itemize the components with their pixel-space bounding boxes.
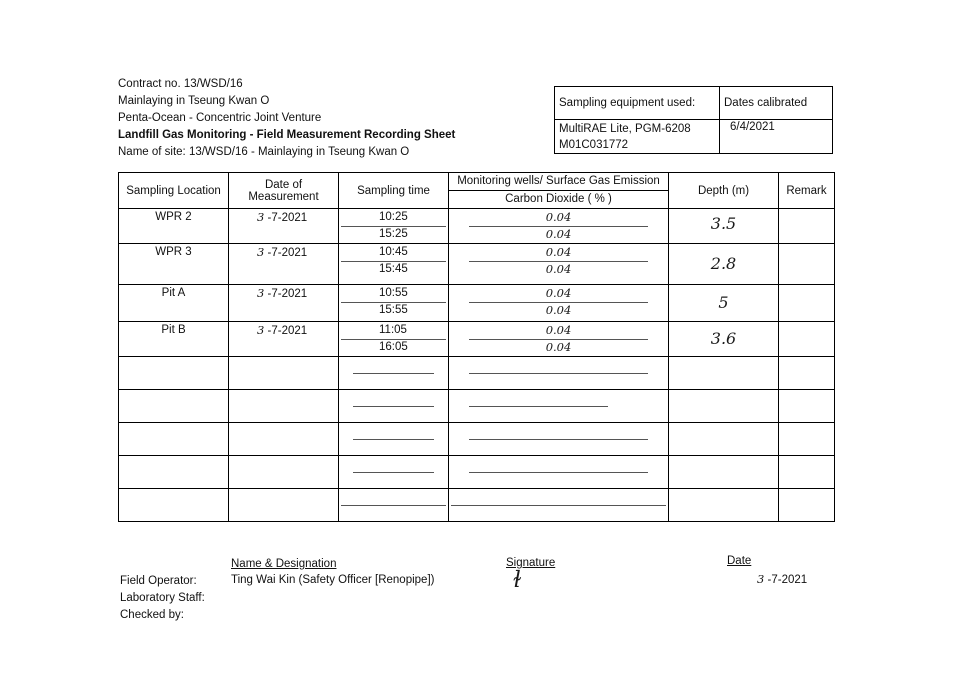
contractor-name: Penta-Ocean - Concentric Joint Venture — [118, 112, 322, 124]
time-cell — [339, 285, 449, 322]
divider-line — [469, 339, 648, 340]
location-cell — [119, 357, 229, 390]
location-cell — [119, 456, 229, 489]
field-operator-label: Field Operator: — [120, 575, 197, 587]
date-rest: -7-2021 — [267, 288, 308, 300]
depth-cell — [669, 423, 779, 456]
equipment-model: MultiRAE Lite, PGM-6208 — [559, 123, 691, 135]
depth-cell — [669, 489, 779, 522]
contract-number: Contract no. 13/WSD/16 — [118, 78, 243, 90]
divider-line — [469, 373, 648, 374]
date-cell — [229, 285, 339, 322]
divider-line — [469, 302, 648, 303]
table-row — [119, 209, 835, 244]
co2-first: 0.04 — [545, 286, 572, 300]
co2-cell — [449, 322, 669, 357]
col-header-remark: Remark — [779, 173, 835, 209]
divider-line — [469, 261, 648, 262]
co2-first: 0.04 — [545, 245, 572, 259]
time-cell — [339, 209, 449, 244]
remark-cell — [779, 456, 835, 489]
date-day: 3 — [257, 323, 265, 337]
date-cell — [229, 244, 339, 285]
divider-line — [341, 505, 446, 506]
table-row — [119, 357, 835, 390]
document-header — [118, 76, 455, 161]
date-rest: -7-2021 — [267, 325, 308, 337]
depth-cell — [669, 456, 779, 489]
divider-line — [341, 261, 446, 262]
equipment-value — [555, 120, 720, 154]
remark-cell — [779, 244, 835, 285]
depth-cell — [669, 390, 779, 423]
date-day: 3 — [257, 245, 265, 259]
col-header-wells-top: Monitoring wells/ Surface Gas Emission — [449, 173, 668, 191]
operator-signature: ɫ — [513, 568, 522, 593]
calibration-date: 6/4/2021 — [720, 120, 833, 154]
col-header-wells — [449, 173, 669, 209]
table-row — [119, 390, 835, 423]
col-header-date: Date of Measurement — [229, 173, 339, 209]
divider-line — [341, 226, 446, 227]
co2-second: 0.04 — [545, 227, 572, 241]
table-row — [119, 456, 835, 489]
measurement-table — [118, 172, 835, 522]
co2-cell — [449, 423, 669, 456]
time-second: 15:55 — [379, 304, 408, 316]
co2-cell — [449, 390, 669, 423]
table-row — [119, 489, 835, 522]
col-header-time: Sampling time — [339, 173, 449, 209]
date-cell — [229, 390, 339, 423]
date-cell — [229, 423, 339, 456]
time-cell — [339, 390, 449, 423]
time-second: 15:45 — [379, 263, 408, 275]
table-row — [119, 285, 835, 322]
co2-cell — [449, 357, 669, 390]
signature-date — [757, 571, 807, 589]
date-rest: -7-2021 — [267, 212, 308, 224]
divider-line — [451, 505, 666, 506]
location-cell: WPR 3 — [119, 244, 229, 285]
col-header-depth: Depth (m) — [669, 173, 779, 209]
remark-cell — [779, 285, 835, 322]
divider-line — [469, 439, 648, 440]
remark-cell — [779, 390, 835, 423]
date-cell — [229, 357, 339, 390]
time-first: 10:45 — [379, 246, 408, 258]
date-cell — [229, 322, 339, 357]
project-name: Mainlaying in Tseung Kwan O — [118, 95, 270, 107]
equipment-table — [554, 86, 833, 154]
co2-cell — [449, 209, 669, 244]
laboratory-staff-label: Laboratory Staff: — [120, 592, 205, 604]
co2-second: 0.04 — [545, 262, 572, 276]
remark-cell — [779, 322, 835, 357]
time-cell — [339, 357, 449, 390]
co2-second: 0.04 — [545, 303, 572, 317]
equipment-label: Sampling equipment used: — [555, 87, 720, 120]
time-cell — [339, 423, 449, 456]
sheet-title: Landfill Gas Monitoring - Field Measurement Recording Sheet — [118, 129, 456, 141]
col-header-co2: Carbon Dioxide ( % ) — [505, 193, 612, 205]
location-cell — [119, 423, 229, 456]
checked-by-label: Checked by: — [120, 609, 184, 621]
time-second: 16:05 — [379, 341, 408, 353]
divider-line — [469, 472, 648, 473]
divider-line — [353, 373, 434, 374]
divider-line — [341, 302, 446, 303]
col-header-location: Sampling Location — [119, 173, 229, 209]
co2-second: 0.04 — [545, 340, 572, 354]
date-cell — [229, 456, 339, 489]
signature-date-day: 3 — [757, 572, 765, 586]
remark-cell — [779, 209, 835, 244]
divider-line — [469, 406, 608, 407]
date-heading: Date — [727, 555, 752, 567]
date-rest: -7-2021 — [267, 247, 308, 259]
remark-cell — [779, 423, 835, 456]
equipment-serial: M01C031772 — [559, 139, 629, 151]
table-row — [119, 322, 835, 357]
time-first: 10:55 — [379, 287, 408, 299]
time-cell — [339, 456, 449, 489]
depth-cell: 3.5 — [669, 209, 779, 244]
divider-line — [353, 439, 434, 440]
depth-cell: 5 — [669, 285, 779, 322]
table-row — [119, 244, 835, 285]
name-designation-heading: Name & Designation — [231, 558, 337, 570]
signature-date-rest: -7-2021 — [767, 574, 808, 586]
co2-first: 0.04 — [545, 210, 572, 224]
divider-line — [353, 472, 434, 473]
location-cell: Pit A — [119, 285, 229, 322]
location-cell: WPR 2 — [119, 209, 229, 244]
time-cell — [339, 244, 449, 285]
site-name: Name of site: 13/WSD/16 - Mainlaying in Tseung Kwan O — [118, 146, 410, 158]
co2-cell — [449, 456, 669, 489]
dates-calibrated-label: Dates calibrated — [720, 87, 833, 120]
location-cell — [119, 489, 229, 522]
location-cell: Pit B — [119, 322, 229, 357]
co2-first: 0.04 — [545, 323, 572, 337]
time-cell — [339, 322, 449, 357]
field-operator-name: Ting Wai Kin (Safety Officer [Renopipe]) — [231, 574, 435, 586]
location-cell — [119, 390, 229, 423]
divider-line — [341, 339, 446, 340]
time-cell — [339, 489, 449, 522]
co2-cell — [449, 489, 669, 522]
table-row — [119, 423, 835, 456]
remark-cell — [779, 489, 835, 522]
depth-cell — [669, 357, 779, 390]
date-cell — [229, 489, 339, 522]
depth-cell: 3.6 — [669, 322, 779, 357]
time-second: 15:25 — [379, 228, 408, 240]
divider-line — [469, 226, 648, 227]
time-first: 10:25 — [379, 211, 408, 223]
date-day: 3 — [257, 210, 265, 224]
signature-heading: Signature — [506, 557, 556, 569]
remark-cell — [779, 357, 835, 390]
co2-cell — [449, 285, 669, 322]
divider-line — [353, 406, 434, 407]
date-cell — [229, 209, 339, 244]
co2-cell — [449, 244, 669, 285]
depth-cell: 2.8 — [669, 244, 779, 285]
time-first: 11:05 — [379, 324, 407, 336]
date-day: 3 — [257, 286, 265, 300]
